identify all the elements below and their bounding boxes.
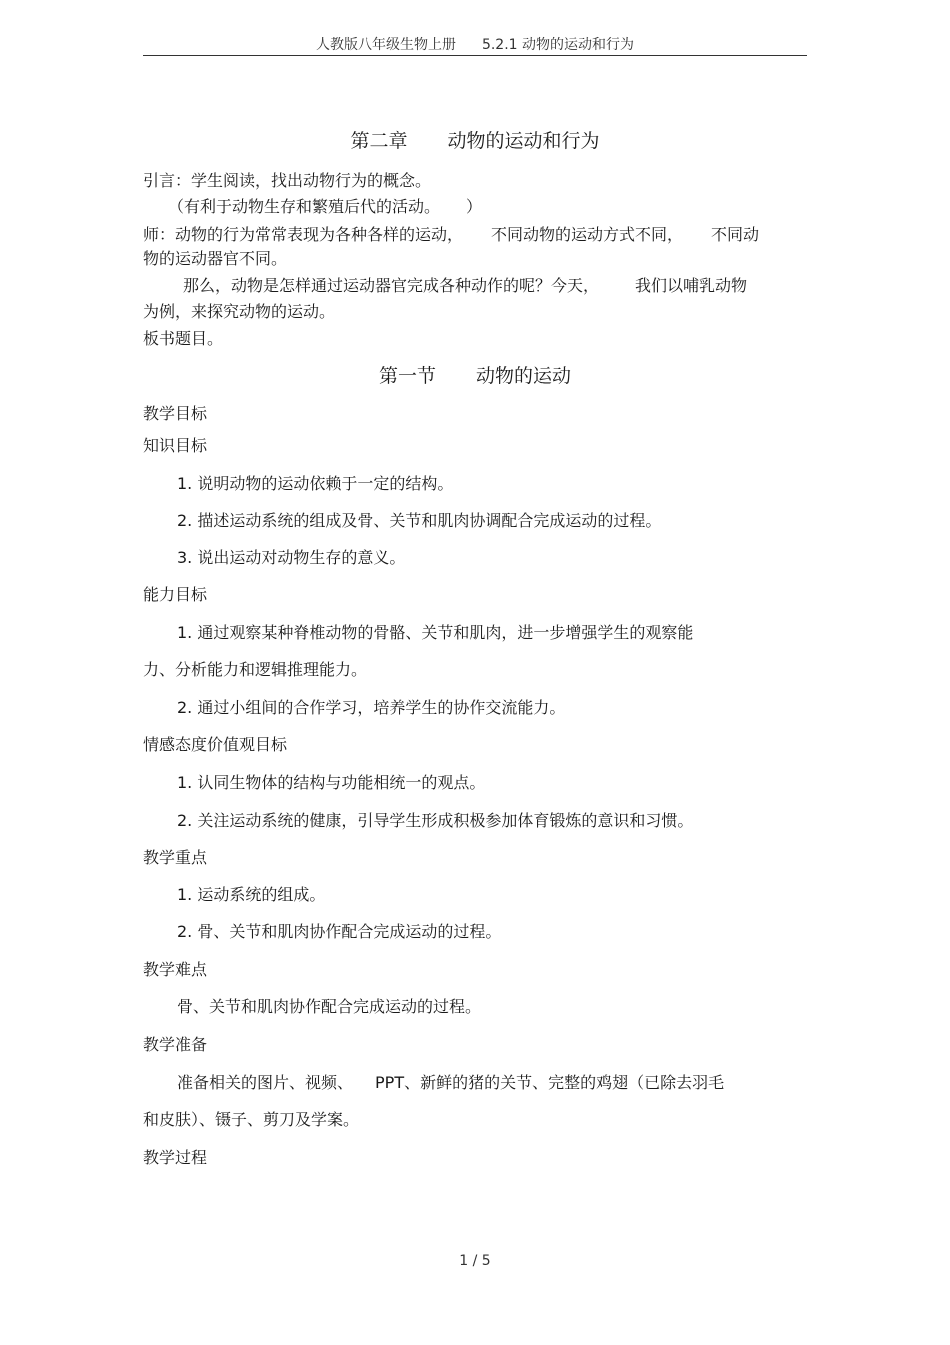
intro-line: 引言：学生阅读，找出动物行为的概念。 — [143, 171, 432, 190]
knowledge-heading: 知识目标 — [143, 436, 208, 455]
difficulty-text: 骨、关节和肌肉协作配合完成运动的过程。 — [177, 997, 482, 1016]
ability-item-continued: 力、分析能力和逻辑推理能力。 — [143, 660, 368, 679]
section-number: 第一节 — [378, 365, 436, 387]
knowledge-item: 2. 描述运动系统的组成及骨、关节和肌肉协调配合完成运动的过程。 — [177, 511, 662, 530]
goals-heading: 教学目标 — [143, 404, 208, 423]
ability-heading: 能力目标 — [143, 585, 208, 604]
difficulty-heading: 教学难点 — [143, 960, 208, 979]
emotion-item: 2. 关注运动系统的健康，引导学生形成积极参加体育锻炼的意识和习惯。 — [177, 811, 694, 830]
board-note: 板书题目。 — [143, 329, 224, 348]
chapter-title: 动物的运动和行为 — [447, 130, 600, 152]
emotion-item: 1. 认同生物体的结构与功能相统一的观点。 — [177, 773, 486, 792]
page-header — [143, 36, 807, 54]
header-book-title: 人教版八年级生物上册 — [315, 37, 456, 53]
process-heading: 教学过程 — [143, 1148, 208, 1167]
preparation-heading: 教学准备 — [143, 1035, 208, 1054]
preparation-text: 准备相关的图片、视频、 PPT、新鲜的猪的关节、完整的鸡翅（已除去羽毛 — [177, 1073, 725, 1092]
intro-paragraph: 那么，动物是怎样通过运动器官完成各种动作的呢？今天， 我们以哺乳动物 — [183, 276, 748, 295]
section-heading — [143, 363, 807, 389]
section-title: 动物的运动 — [476, 365, 572, 387]
keypoint-item: 1. 运动系统的组成。 — [177, 885, 326, 904]
knowledge-item: 1. 说明动物的运动依赖于一定的结构。 — [177, 474, 454, 493]
chapter-number: 第二章 — [350, 130, 408, 152]
intro-paragraph-2: 为例，来探究动物的运动。 — [143, 302, 336, 321]
page-number: 1 / 5 — [459, 1253, 491, 1269]
intro-definition: （有利于动物生存和繁殖后代的活动。 ） — [168, 197, 483, 216]
ability-item: 1. 通过观察某种脊椎动物的骨骼、关节和肌肉，进一步增强学生的观察能 — [177, 623, 694, 642]
teacher-line-2: 物的运动器官不同。 — [143, 249, 288, 268]
header-lesson-title: 5.2.1 动物的运动和行为 — [481, 37, 635, 53]
chapter-heading — [143, 128, 807, 154]
emotion-heading: 情感态度价值观目标 — [143, 735, 288, 754]
keypoints-heading: 教学重点 — [143, 848, 208, 867]
ability-item: 2. 通过小组间的合作学习，培养学生的协作交流能力。 — [177, 698, 566, 717]
keypoint-item: 2. 骨、关节和肌肉协作配合完成运动的过程。 — [177, 922, 502, 941]
preparation-text-continued: 和皮肤）、镊子、剪刀及学案。 — [143, 1110, 360, 1129]
teacher-line: 师：动物的行为常常表现为各种各样的运动， 不同动物的运动方式不同， 不同动 — [143, 225, 760, 244]
knowledge-item: 3. 说出运动对动物生存的意义。 — [177, 548, 406, 567]
header-rule — [143, 55, 807, 56]
